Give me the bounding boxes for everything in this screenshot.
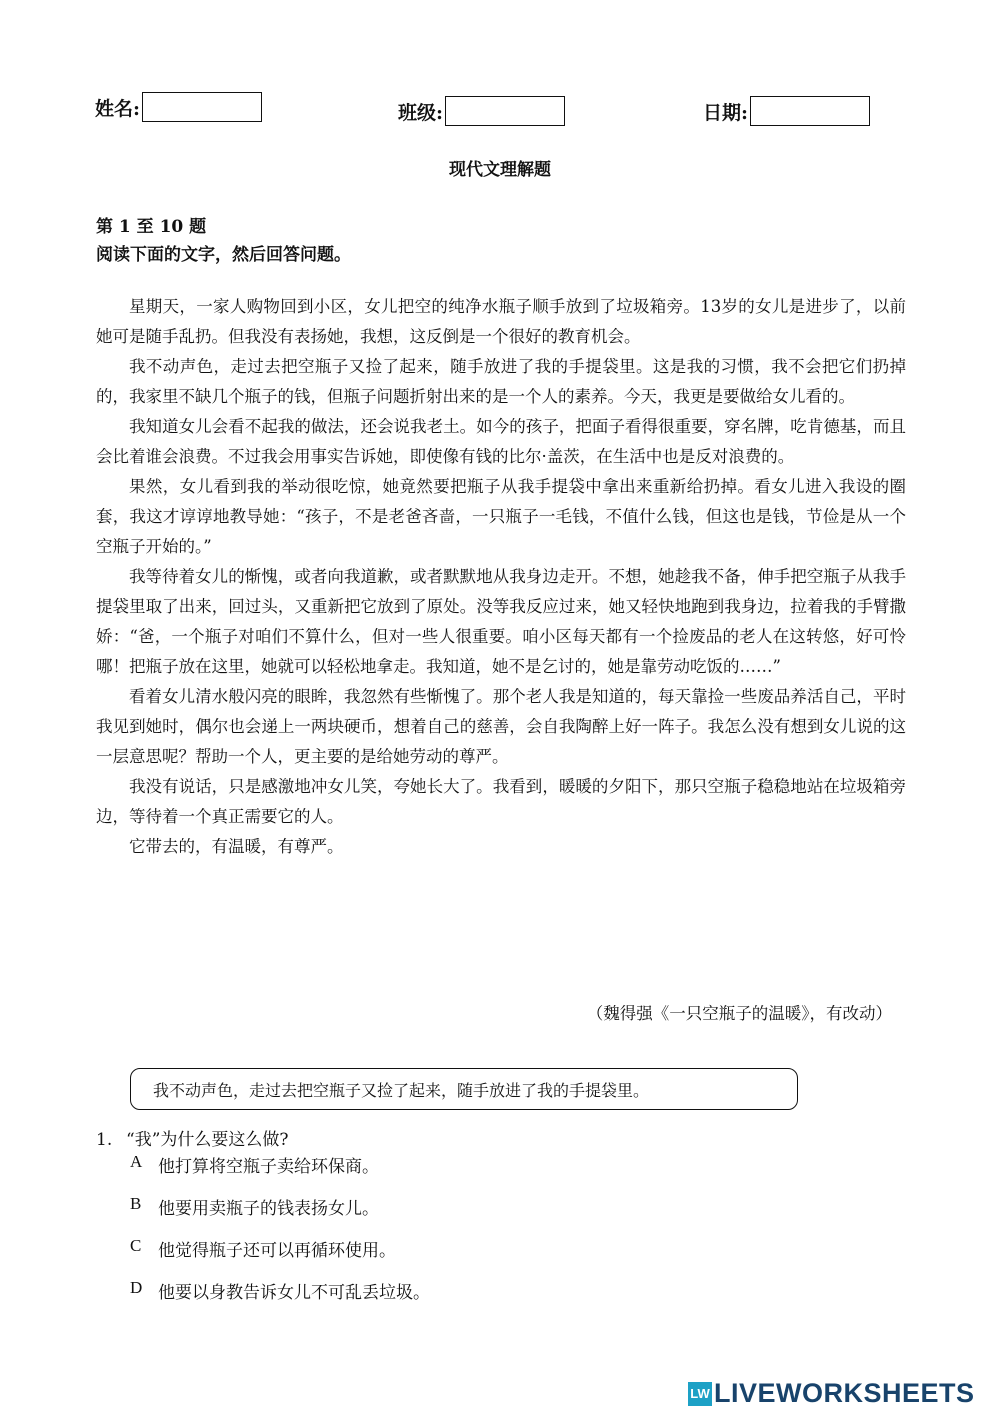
option-letter: D <box>130 1278 143 1297</box>
question-number: 1. <box>96 1130 113 1150</box>
name-field-group <box>95 92 262 122</box>
passage-source: （魏得强《一只空瓶子的温暖》，有改动） <box>586 1004 892 1023</box>
logo-badge-icon: LW <box>688 1382 712 1406</box>
passage-paragraph: 我不动声色，走过去把空瓶子又捡了起来，随手放进了我的手提袋里。这是我的习惯，我不会把它们扔掉的，我家里不缺几个瓶子的钱，但瓶子问题折射出来的是一个人的素养。今天，我更是要做给女儿看的。 <box>96 357 906 406</box>
reading-passage <box>96 292 906 862</box>
passage-paragraph: 星期天，一家人购物回到小区，女儿把空的纯净水瓶子顺手放到了垃圾箱旁。13岁的女儿是进步了，以前她可是随手乱扔。但我没有表扬她，我想，这反倒是一个很好的教育机会。 <box>96 297 906 346</box>
passage-paragraph: 我等待着女儿的惭愧，或者向我道歉，或者默默地从我身边走开。不想，她趁我不备，伸手把空瓶子从我手提袋里取了出来，回过头，又重新把它放到了原处。没等我反应过来，她又轻快地跑到我身边，拉着我的手臂撒娇：“爸，一个瓶子对咱们不算什么，但对一些人很重要。咱小区每天都有一个捡废品的老人在这转悠，好可怜哪！把瓶子放在这里，她就可以轻松地拿走。我知道，她不是乞讨的，她是靠劳动吃饭的……” <box>96 567 906 676</box>
option-d[interactable] <box>130 1278 430 1320</box>
class-input-box[interactable] <box>445 96 565 126</box>
liveworksheets-logo <box>688 1378 975 1409</box>
passage-paragraph: 它带去的，有温暖，有尊严。 <box>129 837 344 856</box>
answer-options <box>130 1152 430 1320</box>
name-label: 姓名: <box>95 97 141 120</box>
date-field-group <box>703 96 870 126</box>
option-text: 他要用卖瓶子的钱表扬女儿。 <box>158 1199 379 1219</box>
quoted-sentence: 我不动声色，走过去把空瓶子又捡了起来，随手放进了我的手提袋里。 <box>153 1080 650 1100</box>
class-field-group <box>398 96 565 126</box>
question-1 <box>96 1125 289 1150</box>
option-text: 他觉得瓶子还可以再循环使用。 <box>158 1241 396 1261</box>
option-text: 他打算将空瓶子卖给环保商。 <box>158 1157 379 1177</box>
option-c[interactable] <box>130 1236 430 1278</box>
date-input-box[interactable] <box>750 96 870 126</box>
passage-paragraph: 果然，女儿看到我的举动很吃惊，她竟然要把瓶子从我手提袋中拿出来重新给扔掉。看女儿进入我设的圈套，我这才谆谆地教导她：“孩子，不是老爸吝啬，一只瓶子一毛钱，不值什么钱，但这也是钱，节俭是从一个空瓶子开始的。” <box>96 477 906 556</box>
date-label: 日期: <box>703 101 749 124</box>
student-info-header <box>0 90 1000 130</box>
class-label: 班级: <box>398 101 444 124</box>
option-a[interactable] <box>130 1152 430 1194</box>
passage-paragraph: 看着女儿清水般闪亮的眼眸，我忽然有些惭愧了。那个老人我是知道的，每天靠捡一些废品养活自己，平时我见到她时，偶尔也会递上一两块硬币，想着自己的慈善，会自我陶醉上好一阵子。我怎么没有想到女儿说的这一层意思呢？帮助一个人，更主要的是给她劳动的尊严。 <box>96 687 906 766</box>
section-range: 第 1 至 10 题 <box>96 217 207 237</box>
option-text: 他要以身教告诉女儿不可乱丢垃圾。 <box>158 1283 430 1303</box>
name-input-box[interactable] <box>142 92 262 122</box>
question-text: “我”为什么要这么做? <box>126 1130 289 1150</box>
logo-text: LIVEWORKSHEETS <box>714 1378 975 1408</box>
page-title: 现代文理解题 <box>449 160 551 180</box>
option-letter: C <box>130 1236 142 1255</box>
option-b[interactable] <box>130 1194 430 1236</box>
passage-paragraph: 我知道女儿会看不起我的做法，还会说我老土。如今的孩子，把面子看得很重要，穿名牌，吃肯德基，而且会比着谁会浪费。不过我会用事实告诉她，即使像有钱的比尔·盖茨，在生活中也是反对浪费的。 <box>96 417 906 466</box>
option-letter: B <box>130 1194 142 1213</box>
quoted-sentence-box <box>130 1068 798 1110</box>
instruction-text: 阅读下面的文字，然后回答问题。 <box>96 245 351 265</box>
option-letter: A <box>130 1152 143 1171</box>
passage-paragraph: 我没有说话，只是感激地冲女儿笑，夸她长大了。我看到，暖暖的夕阳下，那只空瓶子稳稳地站在垃圾箱旁边，等待着一个真正需要它的人。 <box>96 777 906 826</box>
